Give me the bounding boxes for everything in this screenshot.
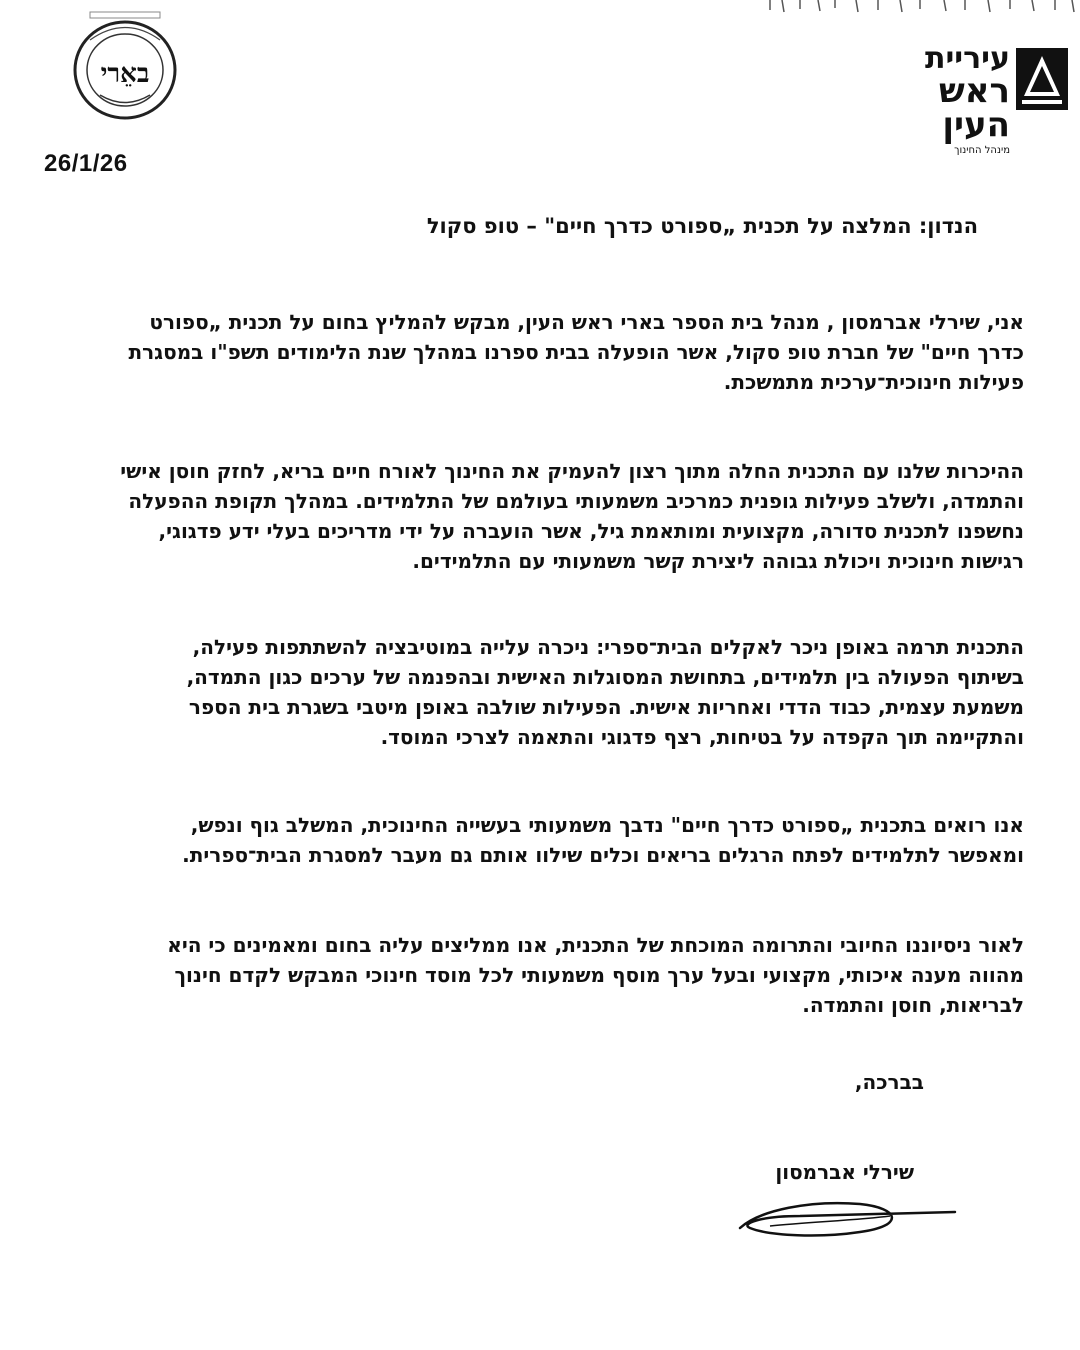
- paragraph-line: בשיתוף הפעולה בין תלמידים, בתחושת המסוגלות האישית ובהפנמה של ערכים כגון התמדה,: [186, 665, 1024, 689]
- paragraph-4: [34, 810, 1024, 870]
- svg-text:באֵרי: באֵרי: [100, 59, 150, 89]
- municipality-subtitle: מינהל החינוך: [954, 145, 1010, 156]
- paragraph-line: ההיכרות שלנו עם התכנית החלה מתוך רצון להעמיק את החינוך לאורח חיים בריא, לחזק חוסן אישי: [120, 459, 1024, 483]
- paragraph-1: [34, 307, 1024, 397]
- paragraph-line: רגישות חינוכית ויכולת גבוהה ליצירת קשר משמעותי עם התלמידים.: [412, 549, 1024, 573]
- paragraph-line: אני, שירלי אברמסון , מנהל בית הספר בארי ראש העין, מבקש להמליץ בחום על תכנית „ספורט: [149, 310, 1024, 334]
- municipality-letterhead: [882, 40, 1072, 156]
- paragraph-line: לאור ניסיוננו החיובי והתרומה המוכחת של התכנית, אנו ממליצים עליה בחום ומאמינים כי היא: [167, 933, 1024, 957]
- letter-date: 26/1/26: [44, 150, 128, 177]
- handwritten-signature: [730, 1190, 960, 1250]
- paragraph-line: והתקיימה תוך הקפדה על בטיחות, רצף פדגוגי והתאמה לצרכי המוסד.: [380, 725, 1024, 749]
- paragraph-line: משמעת עצמית, כבוד הדדי ואחריות אישית. הפעילות שולבה באופן מיטבי בשגרת בית הספר: [188, 695, 1024, 719]
- letter-closing: בברכה,: [854, 1070, 924, 1094]
- school-seal-logo: [70, 10, 180, 125]
- paragraph-3: [34, 632, 1024, 752]
- paragraph-line: אנו רואים בתכנית „ספורט כדרך חיים" נדבך משמעותי בעשייה החינוכית, המשלב גוף ונפש,: [190, 813, 1024, 837]
- municipality-name-line1: עיריית: [924, 41, 1010, 76]
- municipality-emblem-icon: [1014, 46, 1070, 112]
- paragraph-line: לבריאות, חוסן והתמדה.: [802, 993, 1024, 1017]
- paragraph-line: כדרך חיים" של חברת טופ סקול, אשר הופעלה בבית ספרנו במהלך שנת הלימודים תשפ"ו במסגרת: [128, 340, 1024, 364]
- paragraph-line: פעילות חינוכית־ערכית מתמשכת.: [723, 370, 1024, 394]
- scan-edge-artifact: [760, 0, 1080, 14]
- letter-subject: הנדון: המלצה על תכנית „ספורט כדרך חיים" – טופ סקול: [426, 214, 978, 238]
- municipality-name-line2: ראש העין: [938, 71, 1010, 145]
- municipality-name: [882, 41, 1010, 156]
- paragraph-line: נחשפנו לתכנית סדורה, מקצועית ומותאמת גיל, אשר הועברה על ידי מדריכים בעלי ידע פדגוגי,: [158, 519, 1024, 543]
- paragraph-2: [34, 456, 1024, 576]
- signer-name: שירלי אברמסון: [775, 1160, 914, 1184]
- paragraph-5: [34, 930, 1024, 1020]
- paragraph-line: ומאפשר לתלמידים לפתח הרגלים בריאים וכלים שילוו אותם גם מעבר למסגרת הבית־ספרית.: [182, 843, 1024, 867]
- paragraph-line: התכנית תרמה באופן ניכר לאקלים הבית־ספרי: ניכרה עלייה במוטיבציה להשתתפות פעילה,: [192, 635, 1024, 659]
- paragraph-line: מהווה מענה איכותי, מקצועי ובעל ערך מוסף משמעותי לכל מוסד חינוכי המבקש לקדם חינוך: [174, 963, 1024, 987]
- paragraph-line: והתמדה, ולשלב פעילות גופנית כמרכיב משמעותי בעולמם של התלמידים. במהלך תקופת ההפעלה: [128, 489, 1024, 513]
